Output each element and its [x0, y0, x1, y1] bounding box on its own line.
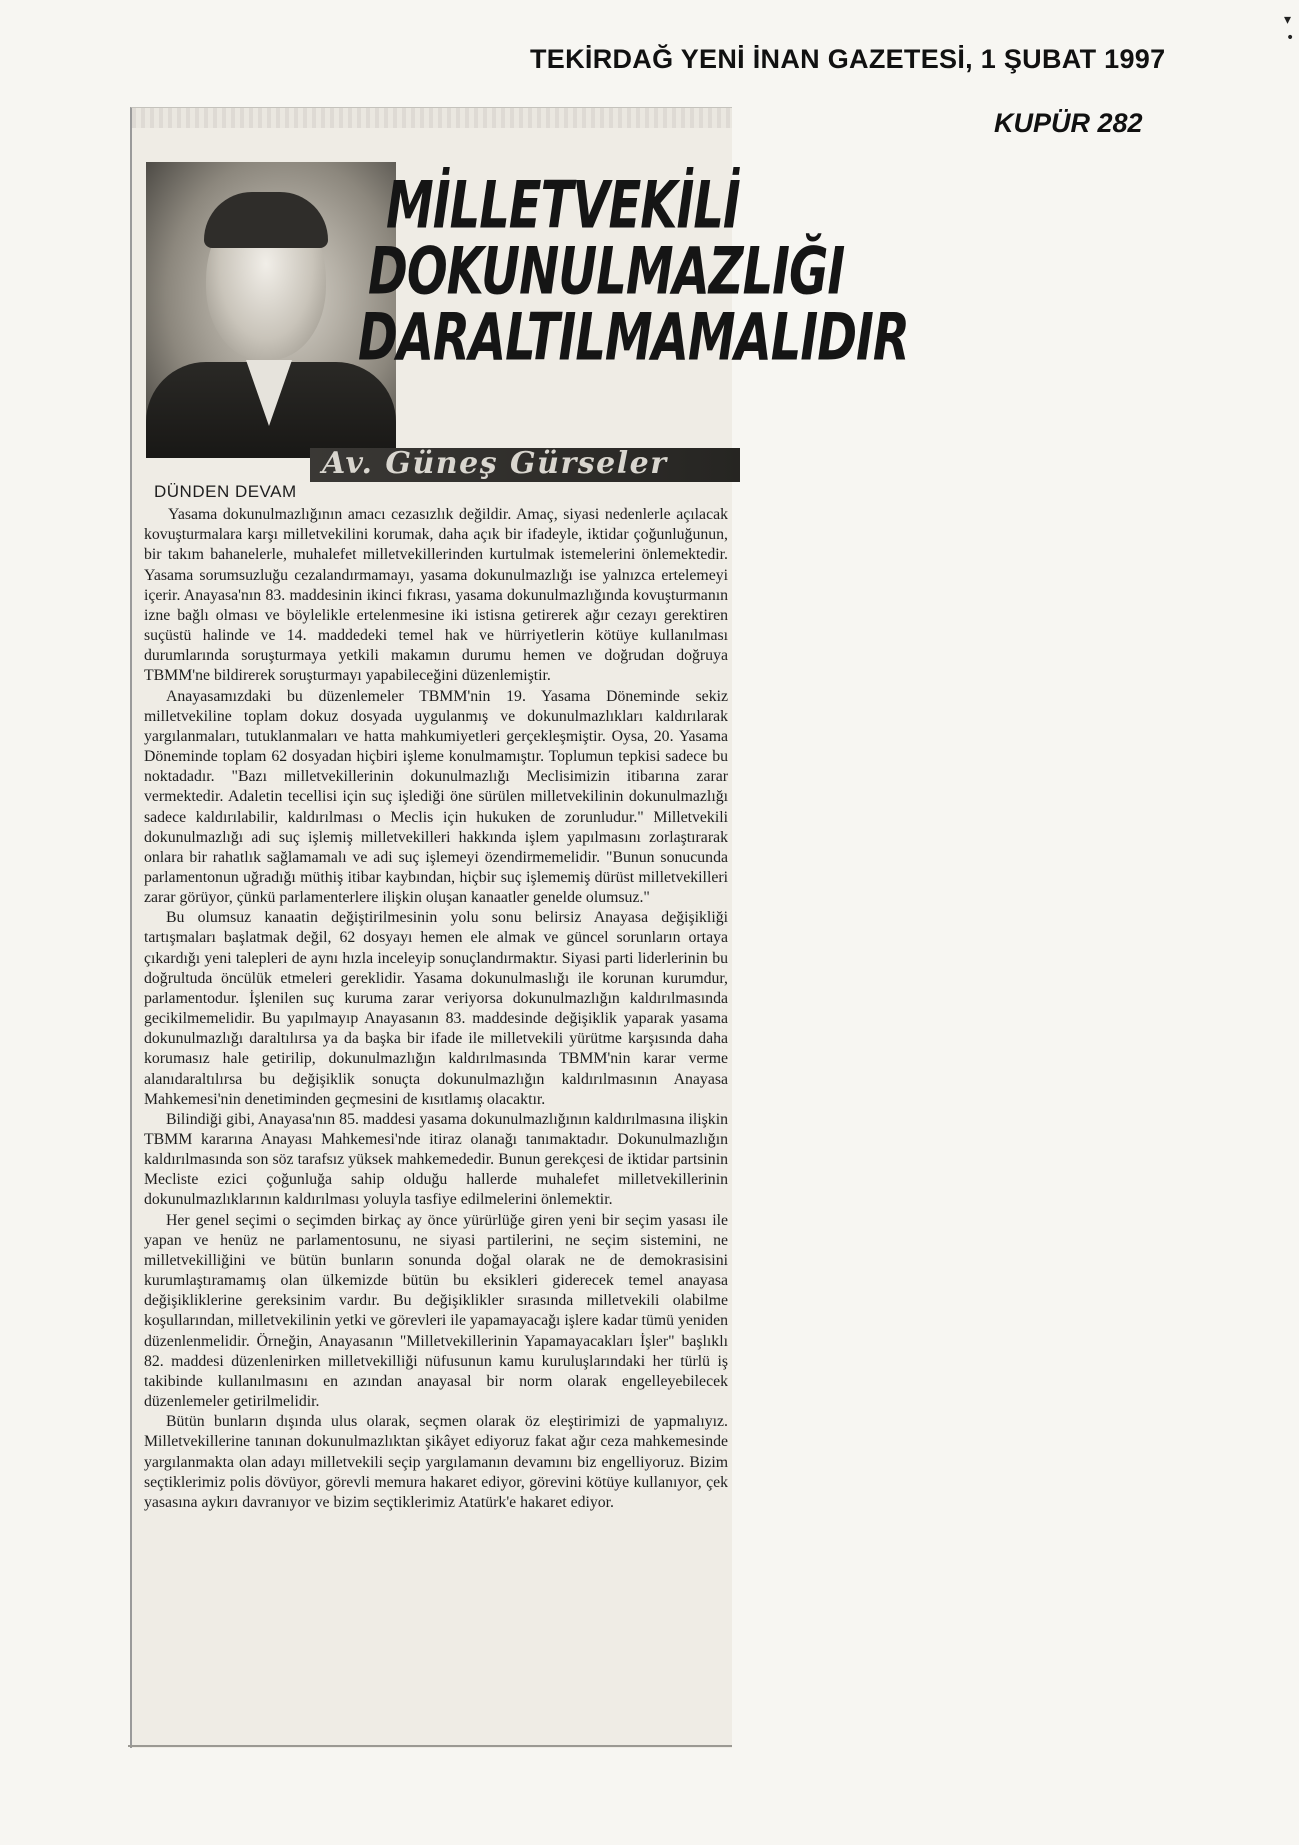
author-byline: Av. Güneş Gürseler	[322, 446, 668, 481]
continued-label: DÜNDEN DEVAM	[154, 482, 297, 501]
scan-mark-top: ▾	[1284, 12, 1292, 28]
clipping-bottom-edge	[128, 1745, 732, 1747]
newspaper-source-header: TEKİRDAĞ YENİ İNAN GAZETESİ, 1 ŞUBAT 1997	[530, 44, 1166, 74]
headline-line-1: MİLLETVEKİLİ	[386, 168, 740, 244]
article-body	[144, 482, 728, 1513]
article-header	[146, 128, 909, 481]
headline-line-2: DOKUNULMAZLIĞI	[368, 234, 845, 310]
scan-mark-dot: •	[1286, 30, 1295, 46]
article-paragraph: Yasama dokunulmazlığının amacı cezasızlık değildir. Amaç, siyasi nedenlerle açılacak kovuşturmalara karşı milletvekilini korumak, daha açık bir ifadeyle, iktidar çoğunluğunun, bir takım bahanelerle, muhalefet milletvekillerinden kurtulmak istemelerini önlemektedir. Yasama sorumsuzluğu cezalandırmamayı, yasama dokunulmazlığı ise yalnızca ertelemeyi içerir. Anayasa'nın 83. maddesinin ikinci fıkrası, yasama dokunulmazlığında kovuşturmanın izne bağlı olması ve böylelikle ertelenmesine iki istisna getirerek ağır cezayı gerektiren suçüstü halinde ve 14. maddedeki temel hak ve hürriyetlerin kötüye kullanılması durumlarında soruşturmaya yetkili makamın durumu hemen ve doğrudan doğruya TBMM'ne bildirerek soruşturmayı yapabileceğini düzenlemiştir.	[144, 506, 728, 685]
headline-line-3: DARALTILMAMALIDIR	[358, 300, 909, 376]
article-paragraph: Bu olumsuz kanaatin değiştirilmesinin yolu sonu belirsiz Anayasa değişikliği tartışmaları başlatmak değil, 62 dosyayı hemen ele almak ve güncel sorunların ortaya çıkardığı yeni talepleri de aynı hızla inceleyip sonuçlandırmaktır. Siyasi parti liderlerinin bu doğrultuda öncülük etmeleri gereklidir. Yasama dokunulmaslığı ile korunan kurumdur, parlamentodur. İşlenilen suç kuruma zarar veriyorsa dokunulmazlığın kaldırılmasında gecikilmemelidir. Bu yapılmayıp Anayasanın 83. maddesinde değişiklik yaparak yasama dokunulmazlığı daraltılırsa ya da başka bir ifade ile milletvekili yürütme karşısında daha korumasız hale getirilip, dokunulmazlığın kaldırılmasında TBMM'nin karar verme alanıdaraltılırsa bu değişiklik sonuçta dokunulmazlığın kaldırılmasının Anayasa Mahkemesi'nin denetiminden geçmesini de kısıtlamış olacaktır.	[144, 909, 728, 1108]
newspaper-clipping	[130, 107, 909, 1748]
article-paragraph: Anayasamızdaki bu düzenlemeler TBMM'nin 19. Yasama Döneminde sekiz milletvekiline toplam dokuz dosyada uygulanmış ve dokunulmazlıkları kaldırılarak yargılanmaları, tutuklanmaları ve hatta mahkumiyetleri gerçekleşmiştir. Oysa, 20. Yasama Döneminde toplam 62 dosyadan hiçbiri işleme konulmamıştır. Toplumun tepkisi sadece bu noktadadır. "Bazı milletvekillerinin dokunulmazlığı Meclisimizin itibarına zarar vermektedir. Adaletin tecellisi için suç işlediği öne sürülen milletvekilinin dokunulmazlığı sadece kaldırılabilir, kaldırılması o Meclis için hukuken de zorunludur." Milletvekili dokunulmazlığı adi suç işlemiş milletvekilleri hakkında işlem yapılmasını zorlaştırarak onlara bir rahatlık sağlamamalı ve adi suç işlemeyi özendirmemelidir. "Bunun sonucunda parlamentonun uğradığı müthiş itibar kaybından, hiçbir suç işlememiş dürüst milletvekilleri zarar görüyor, çünkü parlamenterlere ilişkin oluşan kanaatler genelde olumsuz."	[144, 687, 728, 907]
article-paragraph: Her genel seçimi o seçimden birkaç ay önce yürürlüğe giren yeni bir seçim yasası ile yapan ve henüz ne parlamentosunu, ne siyasi partilerini, ne seçim sistemini, ne milletvekilliğini ve bütün bunların sonunda doğal olarak ne de demokrasisini kurumlaştıramamış olan ülkemizde bütün bu eksikleri giderecek temel anayasa değişikliklerine gereksinim vardır. Bu değişiklikler sırasında milletvekili olabilme koşullarından, milletvekilinin yetki ve görevleri ile yapamayacağı işlere kadar tümü yeniden düzenlenmelidir. Örneğin, Anayasanın "Milletvekillerinin Yapamayacakları İşler" başlıklı 82. maddesi düzenlenirken milletvekilliği nüfusunun kamu kuruluşlarındaki her türlü iş takibinde kullanılmasını en azından anayasal bir norm olarak engelleyebilecek düzenlemeler getirilmelidir.	[144, 1211, 728, 1411]
photo-hair	[204, 192, 328, 248]
clipping-number: KUPÜR 282	[994, 108, 1143, 138]
article-paragraph: Bütün bunların dışında ulus olarak, seçmen olarak öz eleştirimizi de yapmalıyız. Milletvekillerine tanınan dokunulmazlıktan şikâyet ediyoruz fakat ağır ceza mahkemesinde yargılanmakta olan adayı milletvekili seçip yargılamanın devamını biz engelliyoruz. Bizim seçtiklerimiz polis dövüyor, görevli memura hakaret ediyor, görevini kötüye kullanıyor, çek yasasına aykırı davranıyor ve bizim seçtiklerimiz Atatürk'e hakaret ediyor.	[144, 1413, 728, 1511]
cut-edge-strip	[132, 108, 732, 128]
article-paragraph: Bilindiği gibi, Anayasa'nın 85. maddesi yasama dokunulmazlığının kaldırılmasına ilişkin TBMM kararına Anayası Mahkemesi'nde itiraz olanağı tanımaktadır. Dokunulmazlığın kaldırılmasında son söz tarafsız yüksek mahkemededir. Bunun gerekçesi de iktidar partsinin Mecliste ezici çoğunluğa sahip olduğu hallerde muhalefet milletvekillerinin dokunulmazlıklarının kaldırılması yoluyla tasfiye edilmelerini önlemektir.	[144, 1110, 728, 1209]
